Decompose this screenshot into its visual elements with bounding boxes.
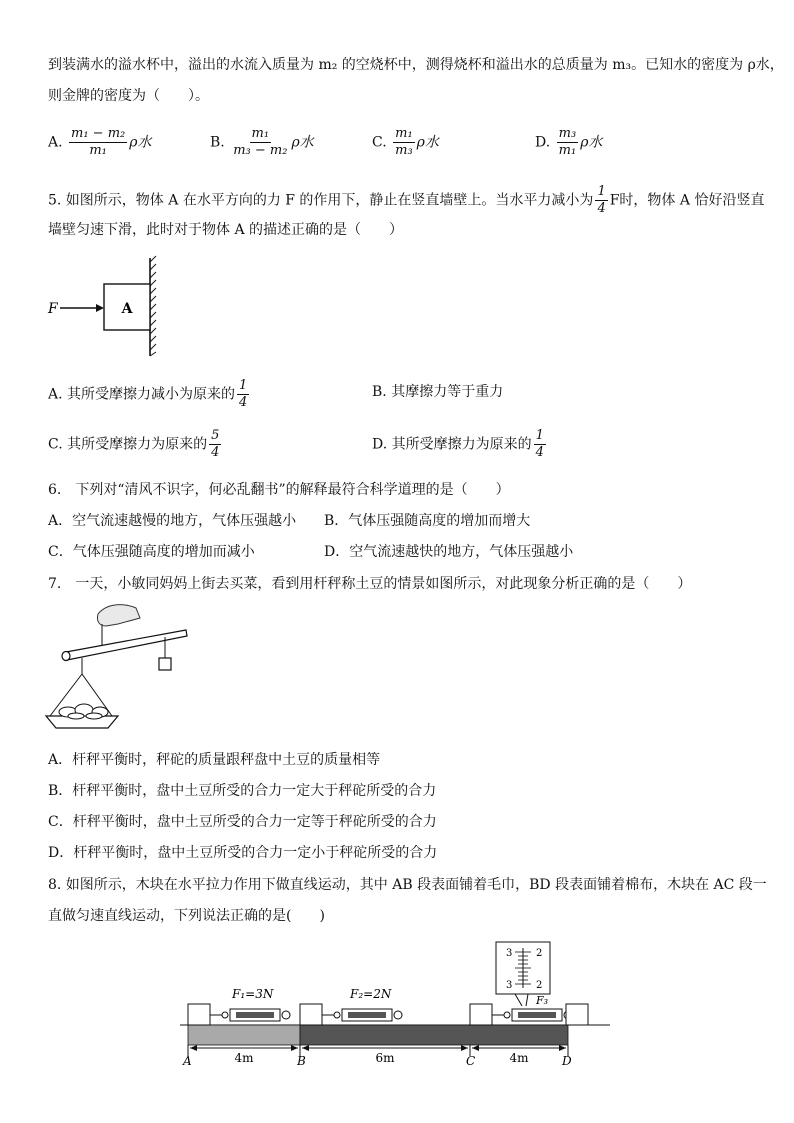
q8-track-figure: [170, 938, 620, 1068]
svg-text:2: 2: [536, 980, 543, 991]
dist-ab: 4m: [234, 1051, 254, 1065]
svg-text:3: 3: [506, 980, 513, 991]
q5-option-b[interactable]: B. 其摩擦力等于重力: [372, 384, 504, 400]
q6-stem: 6. 下列对“清风不识字，何必乱翻书”的解释最符合科学道理的是（ ）: [48, 482, 510, 498]
block-2: [300, 987, 402, 1025]
point-c: C: [466, 1054, 476, 1068]
block-a-label: A: [121, 301, 133, 317]
q6-option-c[interactable]: C．气体压强随高度的增加而减小: [48, 544, 255, 560]
q5-option-a[interactable]: A. 其所受摩擦力减小为原来的 $\frac{1}{4}$: [48, 378, 248, 410]
towel-surface: [188, 1025, 300, 1045]
q4-option-c-fraction: $\frac{\text{m₁}}{\text{m₃}}$: [395, 126, 413, 158]
q5-option-c[interactable]: C. 其所受摩擦力为原来的 $\frac{5}{4}$: [48, 428, 220, 460]
dist-cd: 4m: [509, 1051, 529, 1065]
q4-line1: 到装满水的溢水杯中，溢出的水流入质量为 m₂ 的空烧杯中，测得烧杯和溢出水的总质量为 m₃。已知水的密度为 ρ水，: [48, 57, 784, 73]
steelyard-figure: [40, 600, 200, 738]
hand-icon: [97, 605, 140, 626]
q4-option-d[interactable]: D. $\frac{\text{m₃}}{\text{m₁}}$ ρ水: [535, 126, 603, 158]
potatoes: [59, 704, 108, 719]
svg-text:3: 3: [506, 948, 513, 959]
q6-option-d[interactable]: D．空气流速越快的地方，气体压强越小: [324, 544, 574, 560]
point-b: B: [297, 1054, 306, 1068]
force-label: F: [48, 301, 58, 317]
q4-option-b-fraction: $\frac{\text{m₁}}{\text{m₃ − m₂}}$: [233, 126, 288, 158]
f3-label: F₃: [536, 994, 549, 1007]
f2-label: F₂=2N: [350, 987, 392, 1001]
point-d: D: [562, 1054, 572, 1068]
q4-option-d-fraction: $\frac{\text{m₃}}{\text{m₁}}$: [558, 126, 577, 158]
svg-text:2: 2: [536, 948, 543, 959]
q7-option-c[interactable]: C．杆秤平衡时，盘中土豆所受的合力一定等于秤砣所受的合力: [48, 814, 437, 830]
q5-stem-fraction: $\frac{1}{4}$: [597, 184, 606, 216]
q4-line2: 则金牌的密度为（ ）。: [48, 88, 209, 104]
q4-option-a[interactable]: A. $\frac{\text{m₁ − m₂}}{\text{m₁}}$ ρ水: [48, 126, 152, 158]
q5-line2: 墙壁匀速下滑，此时对于物体 A 的描述正确的是（ ）: [48, 222, 404, 238]
q4-option-b[interactable]: B. $\frac{\text{m₁}}{\text{m₃ − m₂}}$ ρ水: [210, 126, 314, 158]
q6-option-b[interactable]: B．气体压强随高度的增加而增大: [324, 513, 531, 529]
q7-option-b[interactable]: B．杆秤平衡时，盘中土豆所受的合力一定大于秤砣所受的合力: [48, 783, 437, 799]
q7-option-d[interactable]: D．杆秤平衡时，盘中土豆所受的合力一定小于秤砣所受的合力: [48, 845, 438, 861]
q6-option-a[interactable]: A．空气流速越慢的地方，气体压强越小: [48, 513, 297, 529]
f1-label: F₁=3N: [232, 987, 274, 1001]
point-a: A: [183, 1054, 192, 1068]
q7-stem: 7. 一天，小敏同妈妈上街去买菜，看到用杆秤称土豆的情景如图所示，对此现象分析正确的是（ ）: [48, 576, 692, 592]
counterweight: [159, 658, 171, 670]
q4-option-c[interactable]: C. $\frac{\text{m₁}}{\text{m₃}}$ ρ水: [372, 126, 439, 158]
q5-wall-figure: [40, 254, 170, 360]
q7-option-a[interactable]: A．杆秤平衡时，秤砣的质量跟秤盘中土豆的质量相等: [48, 752, 381, 768]
block-1: [188, 987, 290, 1025]
steelyard-beam: [66, 630, 187, 660]
block-3: [470, 994, 588, 1025]
q4-option-a-fraction: $\frac{\text{m₁ − m₂}}{\text{m₁}}$: [71, 126, 126, 158]
cotton-surface: [300, 1025, 568, 1045]
q5-option-d[interactable]: D. 其所受摩擦力为原来的 $\frac{1}{4}$: [372, 428, 544, 460]
q8-line1: 8. 如图所示，木块在水平拉力作用下做直线运动，其中 AB 段表面铺着毛巾，BD 段表面铺着棉布，木块在 AC 段一: [48, 877, 767, 893]
dist-bc: 6m: [375, 1051, 395, 1065]
q8-line2: 直做匀速直线运动，下列说法正确的是( ): [48, 908, 325, 924]
q5-line1: 5. 如图所示，物体 A 在水平方向的力 F 的作用下，静止在竖直墙壁上。当水平力减小为 $\frac{1}{4}$ F时，物体 A 恰好沿竖直: [48, 184, 765, 216]
